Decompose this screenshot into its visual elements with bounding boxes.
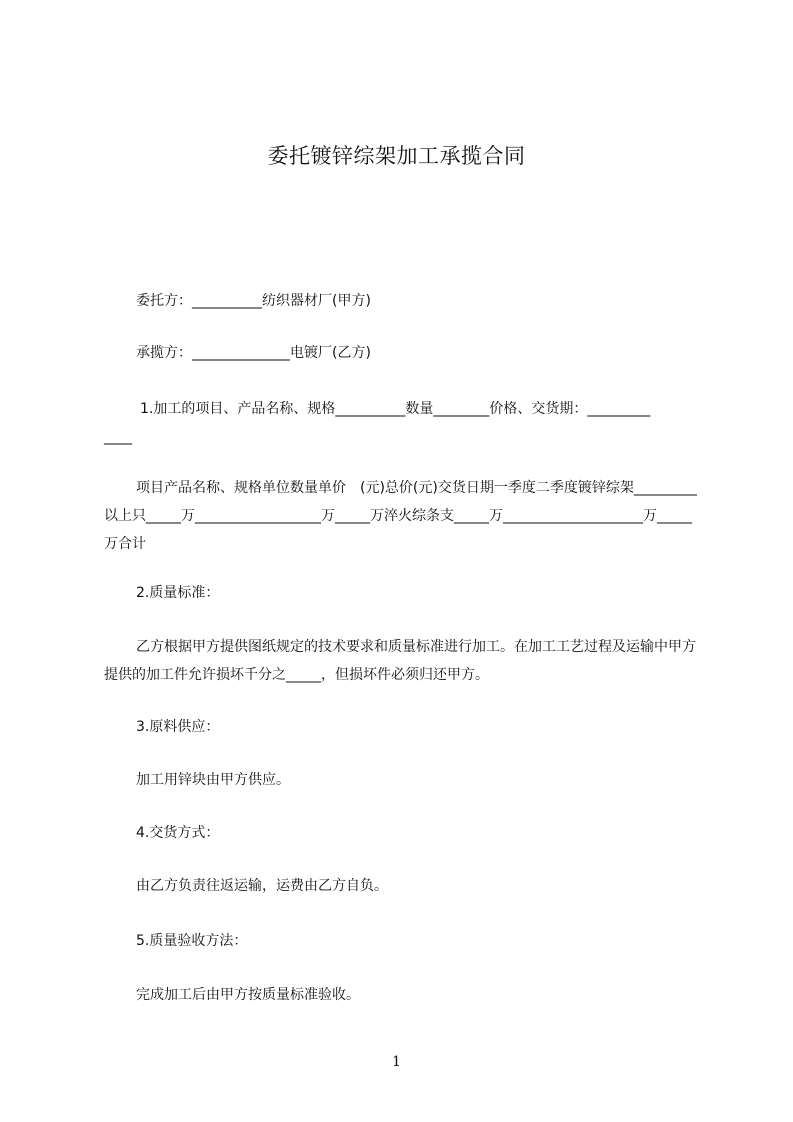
document-title: 委托镀锌综架加工承揽合同 xyxy=(267,144,526,168)
item1-line2: ____ xyxy=(104,429,132,445)
party-b-line: 承揽方：______________电镀厂(乙方) xyxy=(136,345,371,361)
party-a-line: 委托方：__________纺织器材厂(甲方) xyxy=(136,293,371,309)
item4-heading: 4.交货方式： xyxy=(136,825,220,841)
item5-body: 完成加工后由甲方按质量标准验收。 xyxy=(136,987,360,1003)
item1-line1: 1.加工的项目、产品名称、规格__________数量________价格、交货期：_________ xyxy=(140,401,651,417)
page-number: 1 xyxy=(392,1054,401,1070)
item2-body: 乙方根据甲方提供图纸规定的技术要求和质量标准进行加工。在加工工艺过程及运输中甲方提供的加工件允许损坏千分之_____，但损坏件必须归还甲方。 xyxy=(104,639,696,683)
item4-body: 由乙方负责往返运输，运费由乙方自负。 xyxy=(136,878,388,894)
item3-heading: 3.原料供应： xyxy=(136,719,220,735)
item2-heading: 2.质量标准： xyxy=(136,585,220,601)
item3-body: 加工用锌块由甲方供应。 xyxy=(136,772,290,788)
item5-heading: 5.质量验收方法： xyxy=(136,933,248,949)
table-text-paragraph: 项目产品名称、规格单位数量单价 (元)总价(元)交货日期一季度二季度镀锌综架_________以上只_____万__________________万_____万淬火综条支_____万____________________万_____万合计 xyxy=(104,480,697,552)
